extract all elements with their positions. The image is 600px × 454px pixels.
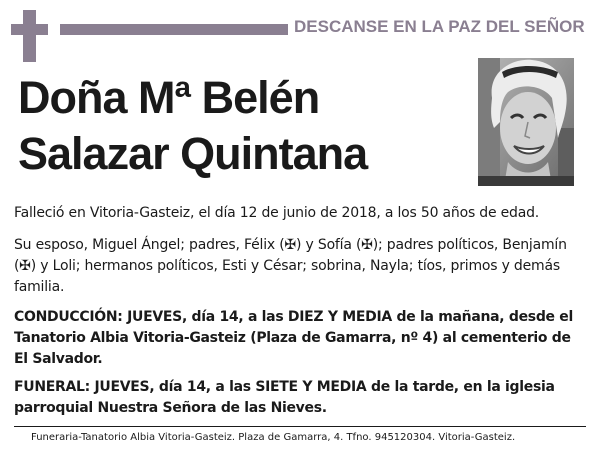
funeral-home-footer: Funeraria-Tanatorio Albia Vitoria-Gasteiz. Plaza de Gamarra, 4. Tfno. 945120304. Vitoria-Gasteiz. (31, 432, 516, 443)
death-notice: Falleció en Vitoria-Gasteiz, el día 12 de junio de 2018, a los 50 años de edad. (14, 205, 540, 221)
footer-divider (14, 426, 586, 427)
family-list: Su esposo, Miguel Ángel; padres, Félix (✠) y Sofía (✠); padres políticos, Benjamín (✠) y Loli; hermanos políticos, Esti y César; sobrina, Nayla; tíos, primos y demás familia. (14, 237, 567, 295)
cross-vertical-bar (23, 10, 36, 62)
funeral-details: FUNERAL: JUEVES, día 14, a las SIETE Y MEDIA de la tarde, en la iglesia parroquial Nuestra Señora de las Nieves. (14, 379, 555, 416)
conduccion-details: CONDUCCIÓN: JUEVES, día 14, a las DIEZ Y MEDIA de la mañana, desde el Tanatorio Albia Vitoria-Gasteiz (Plaza de Gamarra, nº 4) al cementerio de El Salvador. (14, 309, 574, 367)
cross-horizontal-bar (11, 24, 48, 35)
name-line-1: Doña Mª Belén (18, 72, 320, 123)
deceased-name (18, 70, 367, 182)
portrait-photo (478, 58, 574, 186)
header-title: DESCANSE EN LA PAZ DEL SEÑOR (294, 17, 585, 36)
header-divider-bar (60, 24, 288, 35)
portrait-illustration (478, 58, 574, 186)
name-line-2: Salazar Quintana (18, 128, 368, 179)
